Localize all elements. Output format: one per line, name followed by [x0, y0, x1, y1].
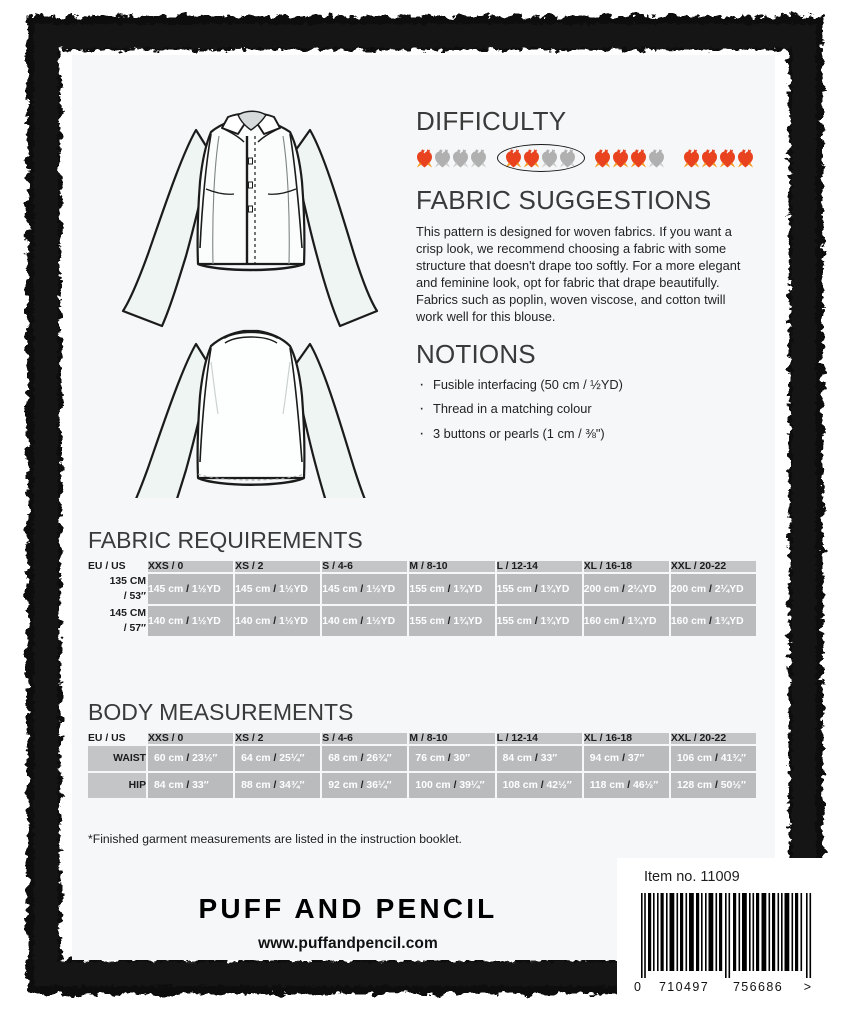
table-row [88, 606, 756, 636]
flaming-heart-icon [434, 149, 451, 168]
table-cell: 155 cm / 1¾YD [497, 606, 582, 636]
barcode-digit-group-1: 710497 [658, 980, 710, 994]
body-measurements-section [88, 700, 760, 800]
row-label-line2: / 53″ [123, 591, 146, 603]
table-cell: 200 cm / 2¼YD [671, 574, 756, 604]
list-item: · Fusible interfacing (50 cm / ½YD) [416, 376, 746, 393]
table-cell: 88 cm / 34¾″ [235, 773, 320, 798]
fabric-suggestions-text: This pattern is designed for woven fabrics. If you want a crisp look, we recommend choosing a fabric with some structure that doesn't drape too softly. For a more elegant and feminine look, opt for fabric that drape beautifully. Fabrics such as poplin, woven viscose, and cotton twill work well for this blouse. [416, 223, 741, 324]
table-cell: 106 cm / 41¾″ [671, 746, 756, 771]
difficulty-rating [416, 143, 746, 173]
table-cell: 155 cm / 1¾YD [409, 574, 494, 604]
blouse-front-view [123, 111, 377, 326]
barcode-image [641, 893, 821, 978]
table-row [88, 773, 756, 798]
notions-list [416, 376, 746, 442]
column-header: XS / 2 [235, 733, 320, 744]
table-cell: 60 cm / 23½″ [148, 746, 233, 771]
table-cell: 84 cm / 33″ [497, 746, 582, 771]
table-header-row [88, 733, 756, 744]
table-cell: 118 cm / 46½″ [584, 773, 669, 798]
table-cell: 140 cm / 1½YD [235, 606, 320, 636]
flaming-heart-icon [737, 149, 754, 168]
column-header: S / 4-6 [322, 733, 407, 744]
list-item: · Thread in a matching colour [416, 400, 746, 417]
column-header: L / 12-14 [497, 733, 582, 744]
corner-label: EU / US [88, 733, 146, 744]
flaming-heart-icon [630, 149, 647, 168]
row-label-line2: / 57″ [123, 623, 146, 635]
fabric-requirements-table [86, 559, 758, 638]
table-cell: 160 cm / 1¾YD [584, 606, 669, 636]
info-column [416, 108, 746, 449]
flaming-heart-icon [470, 149, 487, 168]
row-label: WAIST [88, 746, 146, 771]
column-header: M / 8-10 [409, 733, 494, 744]
flaming-heart-icon [612, 149, 629, 168]
difficulty-level-3[interactable] [594, 149, 666, 168]
table-cell: 84 cm / 33″ [148, 773, 233, 798]
blouse-back-view [123, 331, 377, 498]
difficulty-level-2-selected[interactable] [505, 149, 577, 168]
flaming-heart-icon [523, 149, 540, 168]
barcode-digits [634, 980, 834, 994]
flaming-heart-icon [701, 149, 718, 168]
column-header: XXL / 20-22 [671, 561, 756, 572]
corner-label: EU / US [88, 561, 146, 572]
difficulty-heading: DIFFICULTY [416, 106, 567, 136]
row-label: HIP [88, 773, 146, 798]
table-cell: 140 cm / 1½YD [148, 606, 233, 636]
difficulty-level-4[interactable] [683, 149, 755, 168]
brand-website-url[interactable]: www.puffandpencil.com [258, 935, 438, 952]
difficulty-level-1[interactable] [416, 149, 488, 168]
barcode-digit-group-2: 756686 [732, 980, 784, 994]
flaming-heart-icon [541, 149, 558, 168]
table-cell: 64 cm / 25¼″ [235, 746, 320, 771]
fabric-requirements-title: FABRIC REQUIREMENTS [88, 527, 363, 553]
table-row [88, 574, 756, 604]
column-header: XXS / 0 [148, 561, 233, 572]
flaming-heart-icon [505, 149, 522, 168]
brand-name: PUFF AND PENCIL [198, 893, 498, 924]
item-number-label: Item no. 11009 [644, 869, 740, 885]
row-label-line1: 135 CM [109, 576, 146, 588]
table-cell: 145 cm / 1½YD [322, 574, 407, 604]
column-header: XS / 2 [235, 561, 320, 572]
garment-technical-drawings [78, 58, 408, 498]
flaming-heart-icon [452, 149, 469, 168]
table-cell: 155 cm / 1¾YD [497, 574, 582, 604]
table-cell: 145 cm / 1½YD [235, 574, 320, 604]
body-measurements-table [86, 731, 758, 800]
table-row [88, 746, 756, 771]
column-header: XXS / 0 [148, 733, 233, 744]
table-header-row [88, 561, 756, 572]
table-cell: 94 cm / 37″ [584, 746, 669, 771]
flaming-heart-icon [416, 149, 433, 168]
flaming-heart-icon [719, 149, 736, 168]
barcode-digit-right: > [803, 980, 811, 994]
flaming-heart-icon [594, 149, 611, 168]
column-header: M / 8-10 [409, 561, 494, 572]
notions-heading: NOTIONS [416, 338, 536, 369]
list-item: · 3 buttons or pearls (1 cm / ⅜") [416, 425, 746, 442]
flaming-heart-icon [559, 149, 576, 168]
table-cell: 108 cm / 42½″ [497, 773, 582, 798]
table-cell: 160 cm / 1¾YD [671, 606, 756, 636]
column-header: XXL / 20-22 [671, 733, 756, 744]
table-cell: 76 cm / 30″ [409, 746, 494, 771]
row-label-line1: 145 CM [109, 608, 146, 620]
table-cell: 145 cm / 1½YD [148, 574, 233, 604]
column-header: XL / 16-18 [584, 561, 669, 572]
footnote-text: *Finished garment measurements are listed in the instruction booklet. [88, 832, 462, 846]
flaming-heart-icon [648, 149, 665, 168]
row-label [88, 574, 146, 604]
column-header: S / 4-6 [322, 561, 407, 572]
fabric-requirements-section [88, 528, 760, 638]
flaming-heart-icon [683, 149, 700, 168]
column-header: L / 12-14 [497, 561, 582, 572]
row-label [88, 606, 146, 636]
column-header: XL / 16-18 [584, 733, 669, 744]
table-cell: 155 cm / 1¾YD [409, 606, 494, 636]
table-cell: 128 cm / 50½″ [671, 773, 756, 798]
body-measurements-title: BODY MEASUREMENTS [88, 699, 354, 725]
fabric-suggestions-heading: FABRIC SUGGESTIONS [416, 185, 712, 216]
barcode-digit-left: 0 [634, 980, 641, 994]
brand-footer [88, 895, 608, 953]
table-cell: 140 cm / 1½YD [322, 606, 407, 636]
table-cell: 68 cm / 26¾″ [322, 746, 407, 771]
table-cell: 100 cm / 39¼″ [409, 773, 494, 798]
table-cell: 92 cm / 36¼″ [322, 773, 407, 798]
table-cell: 200 cm / 2¼YD [584, 574, 669, 604]
